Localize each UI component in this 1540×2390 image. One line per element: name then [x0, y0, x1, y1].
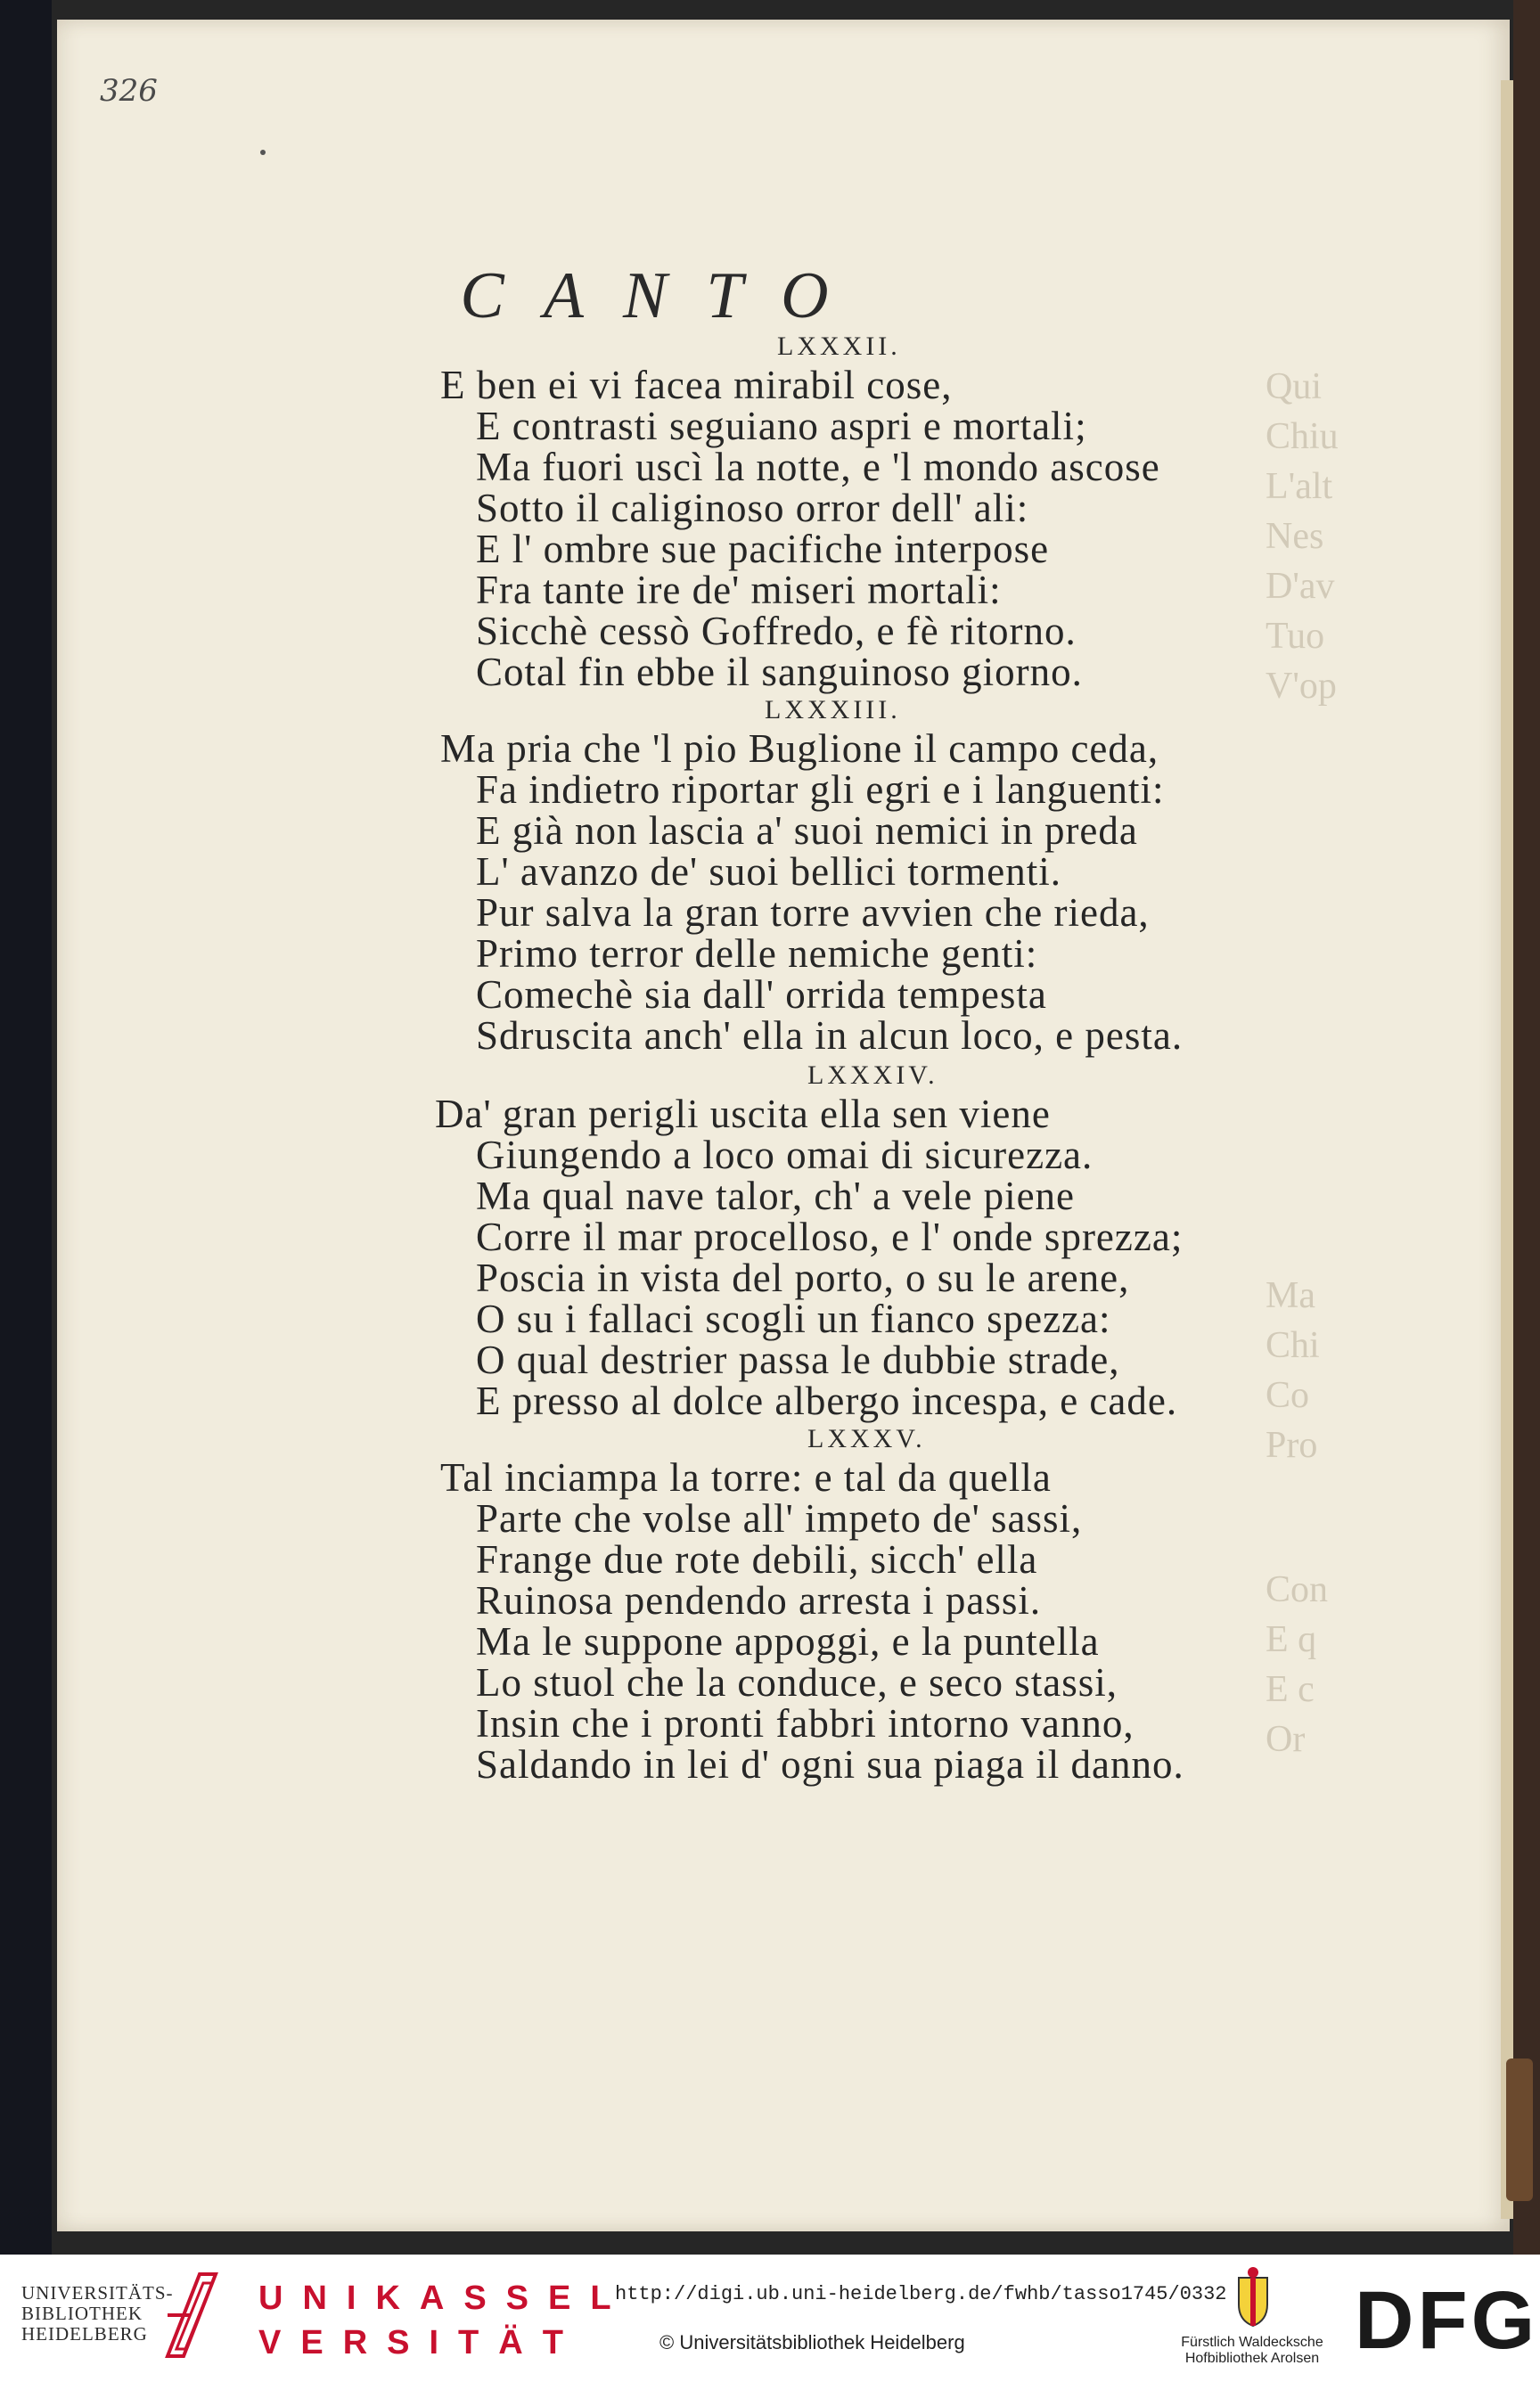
ub-heidelberg-logo-icon	[164, 2271, 219, 2360]
waldeck-crest-icon	[1232, 2265, 1274, 2328]
verse-line: Ma fuori uscì la notte, e 'l mondo ascose	[476, 445, 1160, 489]
verse-line: Ma qual nave talor, ch' a vele piene	[476, 1174, 1076, 1218]
verse-line: Pur salva la gran torre avvien che rieda,	[476, 890, 1150, 935]
stanza-number: LXXXIII.	[765, 695, 901, 724]
uni-kassel-logo	[258, 2276, 631, 2365]
bleed-through-text: Qui	[1266, 366, 1322, 407]
bleed-through-text: Pro	[1266, 1425, 1318, 1466]
ub-line: BIBLIOTHEK	[21, 2303, 143, 2324]
ub-line: HEIDELBERG	[21, 2323, 148, 2345]
verse-line: E presso al dolce albergo incespa, e cade.	[476, 1379, 1178, 1423]
verse-line: Parte che volse all' impeto de' sassi,	[476, 1496, 1083, 1541]
verse-line: Lo stuol che la conduce, e seco stassi,	[476, 1660, 1118, 1705]
verse-line: Cotal fin ebbe il sanguinoso giorno.	[476, 650, 1083, 694]
bleed-through-text: Ma	[1266, 1275, 1315, 1316]
verse-line: Fa indietro riportar gli egri e i languenti:	[476, 767, 1165, 812]
canto-heading: CANTO	[460, 259, 868, 332]
fwh-line: Hofbibliothek Arolsen	[1184, 2351, 1320, 2366]
verse-line: Da' gran perigli uscita ella sen viene	[435, 1092, 1051, 1136]
verse-line: E ben ei vi facea mirabil cose,	[440, 363, 953, 407]
verse-line: Fra tante ire de' miseri mortali:	[476, 568, 1002, 612]
bleed-through-text: Chiu	[1266, 416, 1339, 457]
bleed-through-text: E q	[1266, 1619, 1317, 1660]
stanza-number: LXXXII.	[777, 331, 901, 361]
verse-line: Ruinosa pendendo arresta i passi.	[476, 1578, 1042, 1623]
bleed-through-text: Con	[1266, 1569, 1329, 1610]
fwh-arolsen-label	[1176, 2335, 1328, 2367]
bleed-through-text: V'op	[1266, 666, 1337, 707]
stanza-number: LXXXIV.	[807, 1060, 938, 1090]
verse-line: Corre il mar procelloso, e l' onde sprezza;	[476, 1215, 1184, 1259]
verse-line: Sotto il caliginoso orror dell' ali:	[476, 486, 1029, 530]
page-edge	[1501, 80, 1513, 2219]
verse-line: Ma pria che 'l pio Buglione il campo ceda,	[440, 726, 1159, 771]
stanza-number: LXXXV.	[807, 1424, 926, 1453]
verse-line: Ma le suppone appoggi, e la puntella	[476, 1619, 1100, 1664]
source-url[interactable]: http://digi.ub.uni-heidelberg.de/fwhb/tasso1745/0332	[615, 2283, 1227, 2305]
scan-left-border	[0, 0, 52, 2255]
verse-line: Sicchè cessò Goffredo, e fè ritorno.	[476, 609, 1077, 653]
kassel-bottom-line: VERSITÄT	[258, 2324, 583, 2361]
bleed-through-text: E c	[1266, 1669, 1315, 1710]
verse-line: Giungendo a loco omai di sicurezza.	[476, 1133, 1094, 1177]
bleed-through-text: Nes	[1266, 516, 1324, 557]
verse-line: O qual destrier passa le dubbie strade,	[476, 1338, 1120, 1382]
verse-line: Tal inciampa la torre: e tal da quella	[440, 1455, 1052, 1500]
verse-line: Insin che i pronti fabbri intorno vanno,	[476, 1701, 1135, 1746]
bleed-through-text: L'alt	[1266, 466, 1333, 507]
bleed-through-text: D'av	[1266, 566, 1335, 607]
verse-line: Frange due rote debili, sicch' ella	[476, 1537, 1038, 1582]
verse-line: Primo terror delle nemiche genti:	[476, 931, 1038, 976]
verse-line: E già non lascia a' suoi nemici in preda	[476, 808, 1138, 853]
ub-line: UNIVERSITÄTS-	[21, 2282, 174, 2304]
verse-line: Comechè sia dall' orrida tempesta	[476, 972, 1047, 1017]
copyright-notice: © Universitätsbibliothek Heidelberg	[659, 2331, 965, 2353]
kassel-top-line: UNIKASSEL	[258, 2280, 631, 2317]
verse-line: E l' ombre sue pacifiche interpose	[476, 527, 1050, 571]
handwritten-page-number: 326	[100, 73, 158, 109]
verse-line: Saldando in lei d' ogni sua piaga il danno.	[476, 1742, 1184, 1787]
clasp-detail	[1506, 2059, 1533, 2201]
verse-line: Poscia in vista del porto, o su le arene,	[476, 1256, 1130, 1300]
verse-line: E contrasti seguiano aspri e mortali;	[476, 404, 1087, 448]
bleed-through-text: Or	[1266, 1719, 1306, 1760]
bleed-through-text: Tuo	[1266, 616, 1325, 657]
fwh-line: Fürstlich Waldecksche	[1181, 2335, 1323, 2350]
verse-line: L' avanzo de' suoi bellici tormenti.	[476, 849, 1062, 894]
footer-bar	[0, 2255, 1540, 2390]
verse-line: Sdruscita anch' ella in alcun loco, e pesta.	[476, 1013, 1184, 1058]
verse-line: O su i fallaci scogli un fianco spezza:	[476, 1297, 1111, 1341]
bleed-through-text: Co	[1266, 1375, 1310, 1416]
binding-edge	[1513, 0, 1540, 2255]
ub-heidelberg-label	[21, 2283, 174, 2345]
bleed-through-text: Chi	[1266, 1325, 1320, 1366]
dfg-logo: DFG	[1355, 2275, 1539, 2366]
ink-spot	[260, 150, 266, 155]
